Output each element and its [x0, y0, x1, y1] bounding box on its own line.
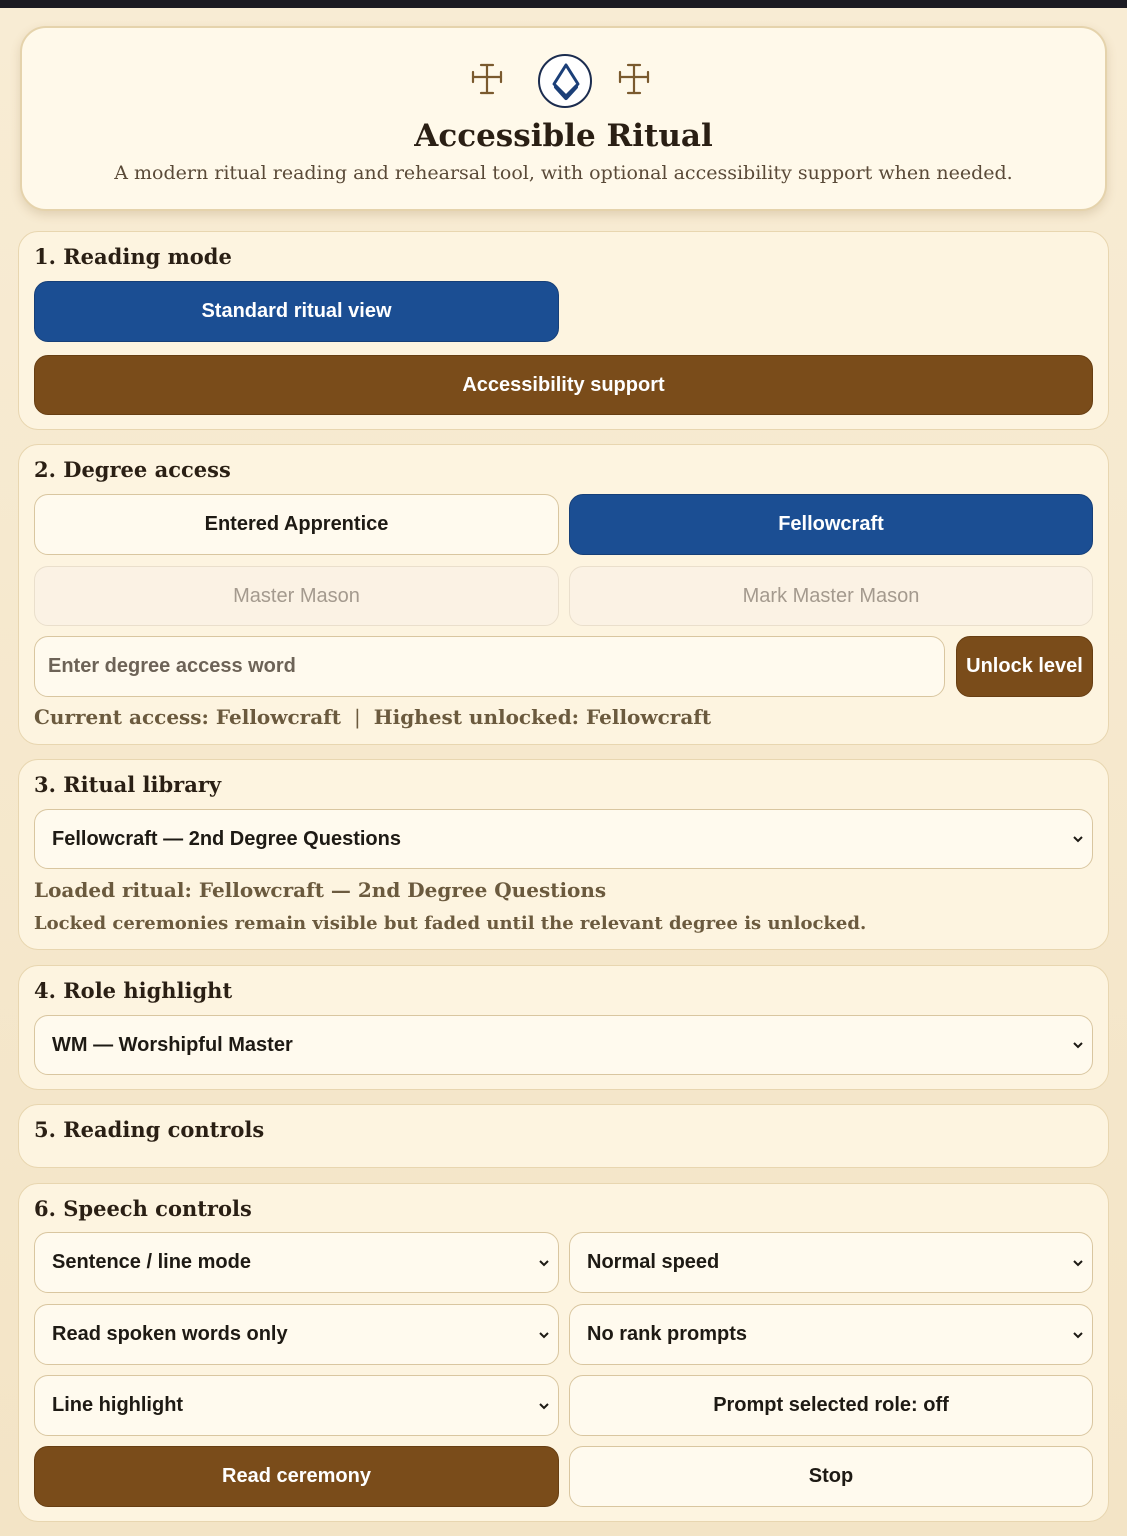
highlight-mode-select[interactable]: [34, 1375, 559, 1436]
chevron-down-icon: [538, 1401, 550, 1411]
unlock-level-button[interactable]: Unlock level: [956, 636, 1093, 697]
accessibility-support-button[interactable]: Accessibility support: [34, 355, 1093, 415]
role-select-value: WM — Worshipful Master: [52, 1033, 293, 1056]
section-title: 5. Reading controls: [34, 1117, 265, 1142]
role-highlight-section: [18, 965, 1109, 1090]
chevron-down-icon: [1072, 1258, 1084, 1268]
speech-speed-value: Normal speed: [587, 1251, 720, 1273]
degree-access-word-input[interactable]: Enter degree access word: [34, 636, 945, 697]
highlight-mode-value: Line highlight: [52, 1394, 184, 1416]
speech-mode-value: Sentence / line mode: [52, 1251, 251, 1273]
prompt-selected-role-toggle[interactable]: Prompt selected role: off: [569, 1375, 1093, 1436]
degree-master-mason-button[interactable]: Master Mason: [34, 566, 559, 626]
ritual-library-section: [18, 759, 1109, 950]
speech-content-select[interactable]: [34, 1304, 559, 1365]
access-status: [34, 705, 711, 729]
chevron-down-icon: [538, 1330, 550, 1340]
section-title: 6. Speech controls: [34, 1196, 252, 1221]
section-title: 4. Role highlight: [34, 978, 233, 1003]
speech-content-value: Read spoken words only: [52, 1323, 288, 1345]
section-title: 2. Degree access: [34, 457, 231, 482]
speech-mode-select[interactable]: [34, 1232, 559, 1293]
app-title: Accessible Ritual: [414, 118, 713, 154]
degree-entered-apprentice-button[interactable]: Entered Apprentice: [34, 494, 559, 555]
chevron-down-icon: [1072, 1330, 1084, 1340]
top-status-bar: [0, 0, 1127, 8]
cross-icon: [617, 62, 651, 96]
degree-mark-master-mason-button[interactable]: Mark Master Mason: [569, 566, 1093, 626]
app-subtitle: A modern ritual reading and rehearsal tool, with optional accessibility support when needed.: [114, 162, 1013, 184]
degree-fellowcraft-button[interactable]: Fellowcraft: [569, 494, 1093, 555]
read-ceremony-button[interactable]: Read ceremony: [34, 1446, 559, 1507]
highest-unlocked-label: Highest unlocked: Fellowcraft: [373, 705, 712, 729]
square-compass-emblem-icon: [538, 54, 592, 108]
loaded-ritual-label: Loaded ritual: Fellowcraft — 2nd Degree Questions: [34, 878, 607, 902]
chevron-down-icon: [538, 1258, 550, 1268]
section-title: 1. Reading mode: [34, 244, 232, 269]
chevron-down-icon: [1072, 834, 1084, 844]
ritual-select[interactable]: [34, 809, 1093, 869]
emblem-row: [22, 54, 1105, 110]
degree-access-section: [18, 444, 1109, 745]
speech-controls-section: [18, 1183, 1109, 1522]
cross-icon: [470, 62, 504, 96]
status-separator: |: [353, 705, 361, 729]
ritual-select-value: Fellowcraft — 2nd Degree Questions: [52, 827, 401, 850]
speech-speed-select[interactable]: [569, 1232, 1093, 1293]
rank-prompts-select[interactable]: [569, 1304, 1093, 1365]
reading-mode-section: [18, 231, 1109, 430]
role-select[interactable]: [34, 1015, 1093, 1075]
section-title: 3. Ritual library: [34, 772, 222, 797]
chevron-down-icon: [1072, 1040, 1084, 1050]
rank-prompts-value: No rank prompts: [587, 1323, 748, 1345]
reading-controls-section: [18, 1104, 1109, 1168]
locked-ceremonies-note: Locked ceremonies remain visible but faded until the relevant degree is unlocked.: [34, 913, 867, 934]
stop-button[interactable]: Stop: [569, 1446, 1093, 1507]
current-access-label: Current access: Fellowcraft: [34, 705, 342, 729]
app-header: [20, 26, 1107, 211]
standard-view-button[interactable]: Standard ritual view: [34, 281, 559, 342]
